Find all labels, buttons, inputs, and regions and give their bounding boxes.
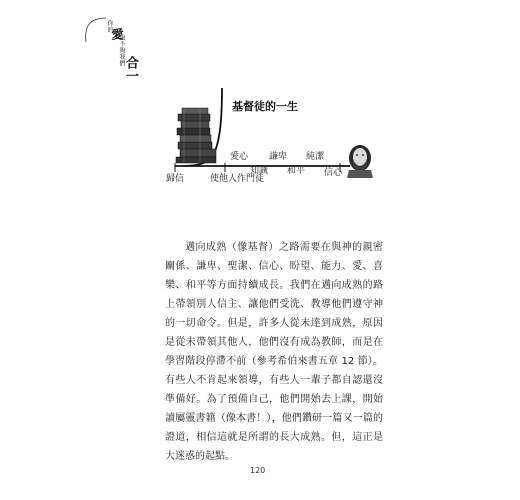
- page-number: 120: [250, 466, 266, 475]
- label-conversion: 歸信: [166, 174, 185, 184]
- jesus-portrait-icon: [347, 145, 373, 178]
- label-knowledge: 知識: [250, 166, 269, 176]
- label-peace: 和平: [287, 166, 306, 176]
- book-title-part-4: 合一: [123, 56, 138, 82]
- book-title-part-1: 你的: [106, 20, 113, 33]
- diagram-title: 基督徒的一生: [232, 100, 298, 113]
- book-title-part-3: 夠不夠我們: [118, 34, 125, 67]
- book-title-part-2: 愛: [110, 28, 124, 40]
- stack-of-books-icon: [176, 108, 216, 163]
- label-humility: 謙卑: [269, 152, 288, 162]
- label-faith: 信心: [324, 168, 343, 178]
- body-paragraph: [165, 219, 383, 485]
- body-paragraph-text: 邁向成熟（像基督）之路需要在與神的親密關係、謙卑、聖潔、信心、盼望、能力、愛、喜樂、和平等方面持續成長。我們在邁向成熟的路上帶領別人信主、讓他們受洗、教導他們遵守神的一切命令。但是，許多人從未達到成熟，原因是從未帶領其他人，他們沒有成為教師，而是在學習階段停滯不前（參考希伯來書五章 12 節）。有些人不肯起來領導，有些人一輩子都自認還沒準備好。為了預備自己，他們開始去上課，開始讀屬靈書籍（像本書！），他們鑽研一篇又一篇的證道，相信這就是所謂的長大成熟。但，這正是大迷惑的起點。: [165, 242, 383, 462]
- label-love: 愛心: [230, 152, 249, 162]
- label-purity: 純潔: [306, 152, 325, 162]
- label-make-disciples: 使他人作門徒: [210, 174, 265, 184]
